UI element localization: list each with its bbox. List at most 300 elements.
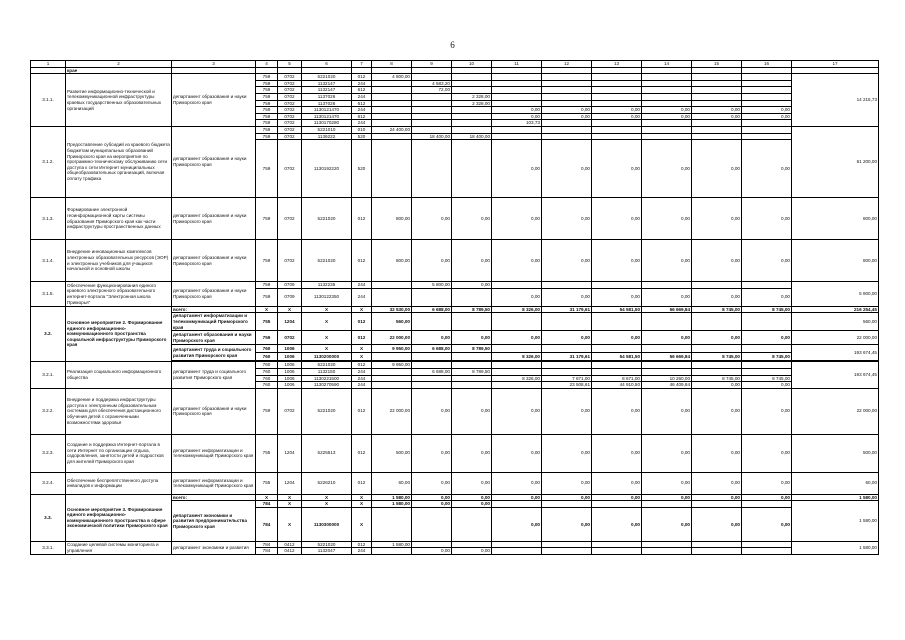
amount-cell: 0,00 [542,507,592,541]
amount-cell: 8 671,00 [592,375,642,382]
executor: департамент информатизации и телекоммуникаций Приморского края [172,472,256,494]
amount-cell: 22 000,00 [372,388,412,434]
amount-cell: 4 800,00 [372,74,412,81]
row-name: Предоставление субсидий из краевого бюджета бюджетам муниципальных образований Приморского края на мероприятия по программно-техническому обслуживанию сети доступа к сети Интернет муниципальных общеобразовательных организаций, включая оплату трафика [66,126,172,197]
code-cell: 0412 [278,548,302,555]
amount-cell: 60,00 [372,472,412,494]
amount-cell [642,74,692,81]
code-cell: 1130221500 [302,375,352,382]
executor: департамент образования и науки Приморского края [172,126,256,197]
amount-cell: 6 688,00 [412,368,452,375]
amount-cell: 0,00 [742,434,792,472]
amount-cell: 1 580,00 [372,541,412,548]
total-cell: 193 674,45 [792,345,879,361]
amount-cell [592,120,642,127]
amount-cell [492,87,542,94]
amount-cell: 0,00 [692,472,742,494]
amount-cell [542,362,592,369]
code-cell: 755 [256,434,278,472]
executor: департамент информатизации и телекоммуникаций Приморского края [172,434,256,472]
amount-cell: 0,00 [692,507,742,541]
row-name: Развитие информационно-технической и телекоммуникационной инфраструктуры краевых государственных образовательных организаций [66,74,172,127]
code-cell: 244 [352,93,372,100]
amount-cell [692,87,742,94]
executor: всего: [172,494,256,501]
amount-cell [412,120,452,127]
amount-cell: 0,00 [592,434,642,472]
code-cell: 010 [352,126,372,133]
amount-cell: 2 328,00 [452,100,492,107]
amount-cell [642,282,692,289]
amount-cell [542,126,592,133]
code-cell: 612 [352,113,372,120]
total-cell: 5 800,00 [792,282,879,307]
amount-cell: 012 [352,331,372,345]
code-cell: 012 [352,362,372,369]
amount-cell [412,140,452,198]
amount-cell [642,126,692,133]
row-number: 3.3. [31,494,66,541]
amount-cell: 0,00 [642,434,692,472]
amount-cell: 1204 [278,313,302,331]
executor: департамент экономики и развития [172,541,256,554]
amount-cell [492,541,542,548]
amount-cell [742,501,792,508]
amount-cell [492,133,542,140]
column-header: 10 [452,61,492,68]
row-name: Основное мероприятие 3. Формирование единого информационно-коммуникационного пространства в сфере экономической политики Приморского края [66,494,172,541]
code-cell: 244 [352,120,372,127]
code-cell: 784 [256,507,278,541]
amount-cell [692,93,742,100]
amount-cell: 8 789,50 [452,306,492,313]
amount-cell: 0,00 [452,198,492,240]
table-cell [542,345,592,353]
code-cell: 0702 [278,120,302,127]
code-cell: 755 [256,472,278,494]
amount-cell: 0,00 [742,382,792,389]
row-number: 3.3.1. [31,541,66,554]
code-cell: 759 [256,388,278,434]
amount-cell: 216 254,45 [792,306,879,313]
column-header: 11 [492,61,542,68]
amount-cell [492,313,542,331]
amount-cell: 0,00 [742,288,792,306]
amount-cell [692,100,742,107]
amount-cell: 800,00 [792,198,879,240]
amount-cell [452,382,492,389]
amount-cell [742,548,792,555]
amount-cell [492,368,542,375]
row-name: Создание целевой системы мониторинга и управления [66,541,172,554]
code-cell: 1204 [278,472,302,494]
amount-cell [542,368,592,375]
amount-cell [412,113,452,120]
code-cell: 784 [256,548,278,555]
amount-cell: X [302,313,352,331]
amount-cell [492,100,542,107]
amount-cell: 0,00 [542,494,592,501]
amount-cell: 0,00 [592,107,642,114]
code-cell: 244 [352,382,372,389]
code-cell: 759 [256,198,278,240]
amount-cell: 760 [256,345,278,353]
amount-cell: 0,00 [692,388,742,434]
code-cell: 760 [256,368,278,375]
amount-cell: 1 580,00 [372,494,412,501]
amount-cell [412,107,452,114]
amount-cell: 0,00 [592,472,642,494]
row-name: Формирование электронной геоинформационной карты системы образования Приморского края как части инфраструктуры пространственных данных [66,198,172,240]
table-cell [692,67,742,74]
amount-cell: 8 326,00 [492,306,542,313]
amount-cell: 0,00 [492,434,542,472]
table-cell [31,67,66,74]
code-cell: 759 [256,107,278,114]
amount-cell [452,507,492,541]
executor: департамент труда и социального развития Приморского края [172,362,256,388]
code-cell: 0709 [278,282,302,289]
row-number: 3.2.2. [31,388,66,434]
table-cell [742,67,792,74]
code-cell: 759 [256,282,278,289]
amount-cell [692,74,742,81]
amount-cell [452,74,492,81]
amount-cell: 0,00 [542,240,592,282]
row-number: 3.2.1. [31,362,66,388]
amount-cell [692,548,742,555]
code-cell: 612 [352,87,372,94]
amount-cell [492,74,542,81]
amount-cell: 0,00 [492,288,542,306]
amount-cell [372,87,412,94]
column-header: 9 [412,61,452,68]
code-cell: 1130192220 [302,140,352,198]
table-row [31,494,879,501]
table-cell [492,67,542,74]
code-cell: 012 [352,541,372,548]
amount-cell [642,93,692,100]
total-cell: 1 580,00 [792,541,879,554]
row-name: Внедрение и поддержка инфраструктуры доступа к электронным образовательным системам для обеспечения дистанционного обучения детей с ограниченными возможностями здоровья [66,388,172,434]
amount-cell [742,126,792,133]
amount-cell [692,282,742,289]
amount-cell [372,353,412,361]
amount-cell [372,107,412,114]
amount-cell: 0,00 [452,282,492,289]
amount-cell [592,100,642,107]
total-cell: 22 000,00 [792,331,879,345]
amount-cell [692,313,742,331]
amount-cell [492,362,542,369]
table-cell [792,67,879,74]
row-number: 3.1.1. [31,74,66,127]
code-cell: 759 [256,80,278,87]
amount-cell [412,541,452,548]
amount-cell: 0,00 [642,198,692,240]
amount-cell: 0,00 [492,113,542,120]
amount-cell: 0,00 [692,288,742,306]
code-cell: 0702 [278,80,302,87]
amount-cell: X [302,331,352,345]
amount-cell [412,288,452,306]
code-cell: 759 [256,126,278,133]
amount-cell: X [302,494,352,501]
amount-cell: 22 000,00 [372,331,412,345]
code-cell: 012 [352,74,372,81]
amount-cell [742,87,792,94]
row-name: Реализация социального информационного общества [66,362,172,388]
amount-cell [372,100,412,107]
amount-cell: 800,00 [792,240,879,282]
amount-cell [692,80,742,87]
code-cell: X [302,501,352,508]
amount-cell [452,113,492,120]
row-name: Обеспечение функционирования единого краевого электронного образовательного интернет-портала "Электронная школа Приморья" [66,282,172,307]
amount-cell: 8 745,00 [692,353,742,361]
amount-cell: 0,00 [412,494,452,501]
amount-cell: 5 800,00 [412,282,452,289]
amount-cell: 0,00 [742,198,792,240]
row-name: крае [66,67,172,74]
column-header: 15 [692,61,742,68]
amount-cell: 4 583,20 [412,80,452,87]
code-cell: X [278,501,302,508]
code-cell: 759 [256,140,278,198]
amount-cell: 0,00 [542,140,592,198]
amount-cell [452,353,492,361]
amount-cell: X [256,306,278,313]
amount-cell [592,362,642,369]
amount-cell: 500,00 [372,434,412,472]
header-row [31,61,879,68]
code-cell: 1132047 [302,548,352,555]
amount-cell: 0702 [278,331,302,345]
amount-cell: 0,00 [492,140,542,198]
amount-cell: 012 [352,313,372,331]
amount-cell: 72,00 [412,87,452,94]
amount-cell [492,501,542,508]
amount-cell: 0,00 [742,507,792,541]
amount-cell [642,541,692,548]
amount-cell: 0,00 [642,107,692,114]
amount-cell [692,541,742,548]
code-cell: 1132150 [302,368,352,375]
amount-cell: 0,00 [412,240,452,282]
code-cell: 759 [256,74,278,81]
amount-cell [542,541,592,548]
amount-cell: 0,00 [452,472,492,494]
amount-cell: 8 745,00 [742,306,792,313]
amount-cell [452,107,492,114]
amount-cell: 0,00 [492,472,542,494]
amount-cell: 0,00 [412,388,452,434]
table-cell [592,67,642,74]
amount-cell: 6 688,00 [412,306,452,313]
executor: департамент образования и науки Приморского края [172,388,256,434]
amount-cell [742,313,792,331]
amount-cell: 60,00 [792,472,879,494]
amount-cell [412,362,452,369]
amount-cell [372,113,412,120]
code-cell: 0702 [278,240,302,282]
amount-cell [742,362,792,369]
total-cell: 560,00 [792,313,879,331]
code-cell: 1204 [278,434,302,472]
code-cell: 759 [256,93,278,100]
code-cell: 1137026 [302,100,352,107]
code-cell: X [352,507,372,541]
amount-cell: 0,00 [642,388,692,434]
amount-cell: 6 688,00 [412,345,452,353]
amount-cell: 8 745,00 [692,306,742,313]
table-row [31,472,879,494]
row-number: 3.1.2. [31,126,66,197]
amount-cell [592,548,642,555]
amount-cell: 44 910,50 [592,382,642,389]
code-cell: 1132147 [302,87,352,94]
code-cell: 244 [352,368,372,375]
amount-cell [372,133,412,140]
code-cell: 244 [352,282,372,289]
amount-cell [592,126,642,133]
amount-cell [372,120,412,127]
code-cell: 759 [256,240,278,282]
table-cell [372,67,412,74]
code-cell: 759 [256,120,278,127]
column-header: 8 [372,61,412,68]
amount-cell [492,93,542,100]
amount-cell: 0,00 [742,107,792,114]
amount-cell: 2 328,00 [452,93,492,100]
amount-cell: 1130200000 [302,353,352,361]
amount-cell: 0,00 [542,107,592,114]
executor: департамент труда и социального развития Приморского края [172,345,256,361]
amount-cell: 0,00 [412,198,452,240]
amount-cell [542,100,592,107]
amount-cell: 0,00 [692,107,742,114]
table-cell [352,67,372,74]
amount-cell: 0,00 [492,107,542,114]
code-cell: 012 [352,434,372,472]
amount-cell: X [302,306,352,313]
column-header: 7 [352,61,372,68]
amount-cell [742,93,792,100]
code-cell: 1006 [278,382,302,389]
amount-cell: 0,00 [452,548,492,555]
amount-cell [452,375,492,382]
amount-cell [642,87,692,94]
row-name: Создание и поддержка Интернет-портала в сети Интернет по организации отдыха, оздоровления, занятости детей и подростков для жителей Приморского края [66,434,172,472]
budget-table [30,60,879,555]
code-cell: 612 [352,100,372,107]
table-row [31,306,879,313]
page-number: 6 [450,40,455,50]
amount-cell: 0,00 [642,494,692,501]
code-cell: 012 [352,388,372,434]
amount-cell [542,133,592,140]
row-name: Внедрение инновационных комплексов электронных образовательных ресурсов (ЭОР) и электронных учебников для учащихся начальной и основной школы [66,240,172,282]
code-cell: 1137026 [302,93,352,100]
code-cell: 759 [256,100,278,107]
code-cell: 0702 [278,100,302,107]
table-cell [302,67,352,74]
amount-cell [742,100,792,107]
amount-cell: 0,00 [742,472,792,494]
code-cell: 5225513 [302,434,352,472]
amount-cell: 0,00 [742,494,792,501]
table-cell [642,67,692,74]
code-cell: 0702 [278,140,302,198]
amount-cell: 18 400,00 [412,133,452,140]
table-row [31,282,879,289]
amount-cell: X [352,306,372,313]
column-header: 13 [592,61,642,68]
code-cell: 012 [352,240,372,282]
amount-cell: 0,00 [542,331,592,345]
table-row [31,198,879,240]
amount-cell [742,120,792,127]
amount-cell: 0,00 [692,382,742,389]
amount-cell: 0,00 [542,434,592,472]
amount-cell [642,368,692,375]
amount-cell [412,93,452,100]
amount-cell [692,120,742,127]
code-cell: 5221020 [302,388,352,434]
row-number: 3.2.3. [31,434,66,472]
amount-cell [542,80,592,87]
amount-cell [542,501,592,508]
amount-cell [592,93,642,100]
amount-cell: X [352,345,372,353]
table-cell [642,345,692,353]
amount-cell: 0,00 [592,240,642,282]
amount-cell [692,126,742,133]
amount-cell: 56 669,84 [642,306,692,313]
code-cell: 244 [352,375,372,382]
table-cell [452,67,492,74]
amount-cell [642,100,692,107]
amount-cell [452,140,492,198]
code-cell: 0702 [278,388,302,434]
amount-cell [492,548,542,555]
amount-cell [542,74,592,81]
row-name: Основное мероприятие 2. Формирование единого информационно-коммуникационного пространства социальной инфраструктуры Приморского края [66,306,172,362]
code-cell: 760 [256,362,278,369]
amount-cell: 0,00 [542,288,592,306]
code-cell: 759 [256,133,278,140]
amount-cell [692,362,742,369]
table-row [31,541,879,548]
amount-cell: 0,00 [592,288,642,306]
row-number: 3.1.3. [31,198,66,240]
amount-cell: 0,00 [412,472,452,494]
amount-cell [412,353,452,361]
amount-cell: 0,00 [452,331,492,345]
amount-cell [452,120,492,127]
amount-cell: 0,00 [742,331,792,345]
amount-cell: 0,00 [742,113,792,120]
table-cell [742,345,792,353]
executor: департамент экономики и развития предпринимательства Приморского края [172,501,256,542]
code-cell: 1130270590 [302,382,352,389]
amount-cell [642,80,692,87]
amount-cell: 500,00 [792,434,879,472]
amount-cell [412,313,452,331]
amount-cell [492,80,542,87]
executor: департамент образования и науки Приморского края [172,198,256,240]
amount-cell: 0,00 [592,198,642,240]
